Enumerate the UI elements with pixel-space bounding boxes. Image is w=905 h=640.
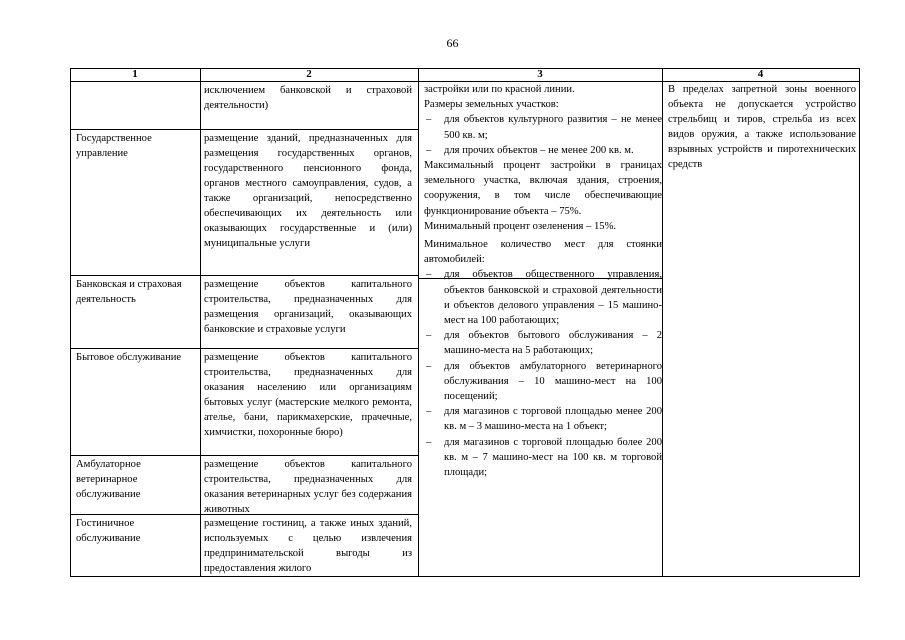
regulations-table bbox=[70, 68, 860, 577]
restrictions-cell: В пределах запретной зоны военного объекта не допускается устройство стрельбищ и тиров, стрельба из всех видов оружия, а также использование взрывных устройств и пиротехнических средств bbox=[668, 84, 856, 170]
parameters-cell bbox=[424, 82, 662, 480]
list-item bbox=[424, 112, 662, 142]
col-border-1 bbox=[200, 68, 201, 577]
list-item bbox=[424, 359, 662, 405]
row-3-use-type: Бытовое обслуживание bbox=[76, 352, 182, 363]
col-border-3 bbox=[662, 68, 663, 577]
dash-marker: – bbox=[426, 330, 432, 342]
dash-marker: – bbox=[426, 406, 432, 418]
header-col-1: 1 bbox=[132, 68, 138, 80]
page-number: 66 bbox=[446, 36, 459, 50]
parking-norm-text: для объектов бытового обслуживания – 2 машино-места на 5 работающих; bbox=[444, 330, 662, 357]
row-1-description: размещение зданий, предназначенных для размещения государственных органов, государственного пенсионного фонда, органов местного самоуправления, судов, а также организаций, непосредственно обеспечивающих их деятельность или оказывающих государственные и (или) муниципальные услуги bbox=[204, 133, 412, 249]
row-1-use-type: Государственное управление bbox=[76, 133, 152, 159]
header-col-4: 4 bbox=[757, 68, 764, 80]
row-2-use-type: Банковская и страховая деятельность bbox=[76, 279, 182, 305]
row-5-use-type: Гостиничное обслуживание bbox=[76, 518, 141, 544]
col3-intro: застройки или по красной линии. bbox=[424, 84, 575, 95]
list-item bbox=[424, 328, 662, 358]
header-col-3: 3 bbox=[537, 68, 543, 80]
col-border-2 bbox=[418, 68, 419, 577]
row-separator bbox=[70, 129, 418, 130]
dash-marker: – bbox=[426, 360, 432, 372]
list-item bbox=[424, 435, 662, 481]
row-2-description: размещение объектов капитального строительства, предназначенных для размещения организаций, оказывающих банковские и страховые услуги bbox=[204, 279, 412, 335]
dash-marker: – bbox=[426, 436, 432, 448]
row-separator bbox=[70, 455, 418, 456]
row-4-use-type: Амбулаторное ветеринарное обслуживание bbox=[76, 459, 141, 500]
max-build-percent: Максимальный процент застройки в границах земельного участка, включая здания, строения, сооружения, в том числе обеспечивающие функционирование объекта – 75%. bbox=[424, 160, 662, 217]
list-item bbox=[424, 267, 662, 328]
row-separator bbox=[70, 348, 418, 349]
row-separator bbox=[70, 275, 418, 276]
dash-marker: – bbox=[426, 114, 432, 126]
table-bottom-border bbox=[70, 576, 860, 577]
dash-marker: – bbox=[426, 269, 432, 281]
plot-size-text: для объектов культурного развития – не менее 500 кв. м; bbox=[444, 114, 662, 141]
plots-title: Размеры земельных участков: bbox=[424, 99, 559, 111]
list-item bbox=[424, 143, 662, 158]
col-border-left bbox=[70, 68, 71, 577]
header-col-2: 2 bbox=[306, 68, 312, 80]
parking-norm-text: для объектов общественного управления, объектов банковской и страховой деятельности и объектов делового управления – 15 машино-мест на 100 работающих; bbox=[444, 269, 662, 327]
dash-marker: – bbox=[426, 144, 432, 156]
min-green-percent: Минимальный процент озеленения – 15%. bbox=[424, 220, 617, 232]
parking-norm-text: для магазинов с торговой площадью более 200 кв. м – 7 машино-мест на 100 кв. м торговой площади; bbox=[444, 436, 662, 479]
row-5-description: размещение гостиниц, а также иных зданий, используемых с целью извлечения предпринимательской выгоды из предоставления жилого bbox=[204, 518, 412, 574]
parking-norm-text: для магазинов с торговой площадью менее 200 кв. м – 3 машино-места на 1 объект; bbox=[444, 406, 662, 433]
row-3-description: размещение объектов капитального строительства, предназначенных для оказания населению или организациям бытовых услуг (мастерские мелкого ремонта, ателье, бани, парикмахерские, прачечные, химчистки, похоронные бюро) bbox=[204, 352, 412, 438]
row-0-description: исключением банковской и страховой деятельности) bbox=[204, 85, 412, 111]
row-4-description: размещение объектов капитального строительства, предназначенных для оказания ветеринарных услуг без содержания животных bbox=[204, 459, 412, 515]
parking-norm-text: для объектов амбулаторного ветеринарного обслуживания – 10 машино-мест на 100 посещений; bbox=[444, 360, 662, 403]
plot-size-text: для прочих объектов – не менее 200 кв. м. bbox=[444, 144, 634, 156]
list-item bbox=[424, 404, 662, 434]
parking-title: Минимальное количество мест для стоянки автомобилей: bbox=[424, 239, 662, 266]
col-border-right bbox=[859, 68, 860, 577]
